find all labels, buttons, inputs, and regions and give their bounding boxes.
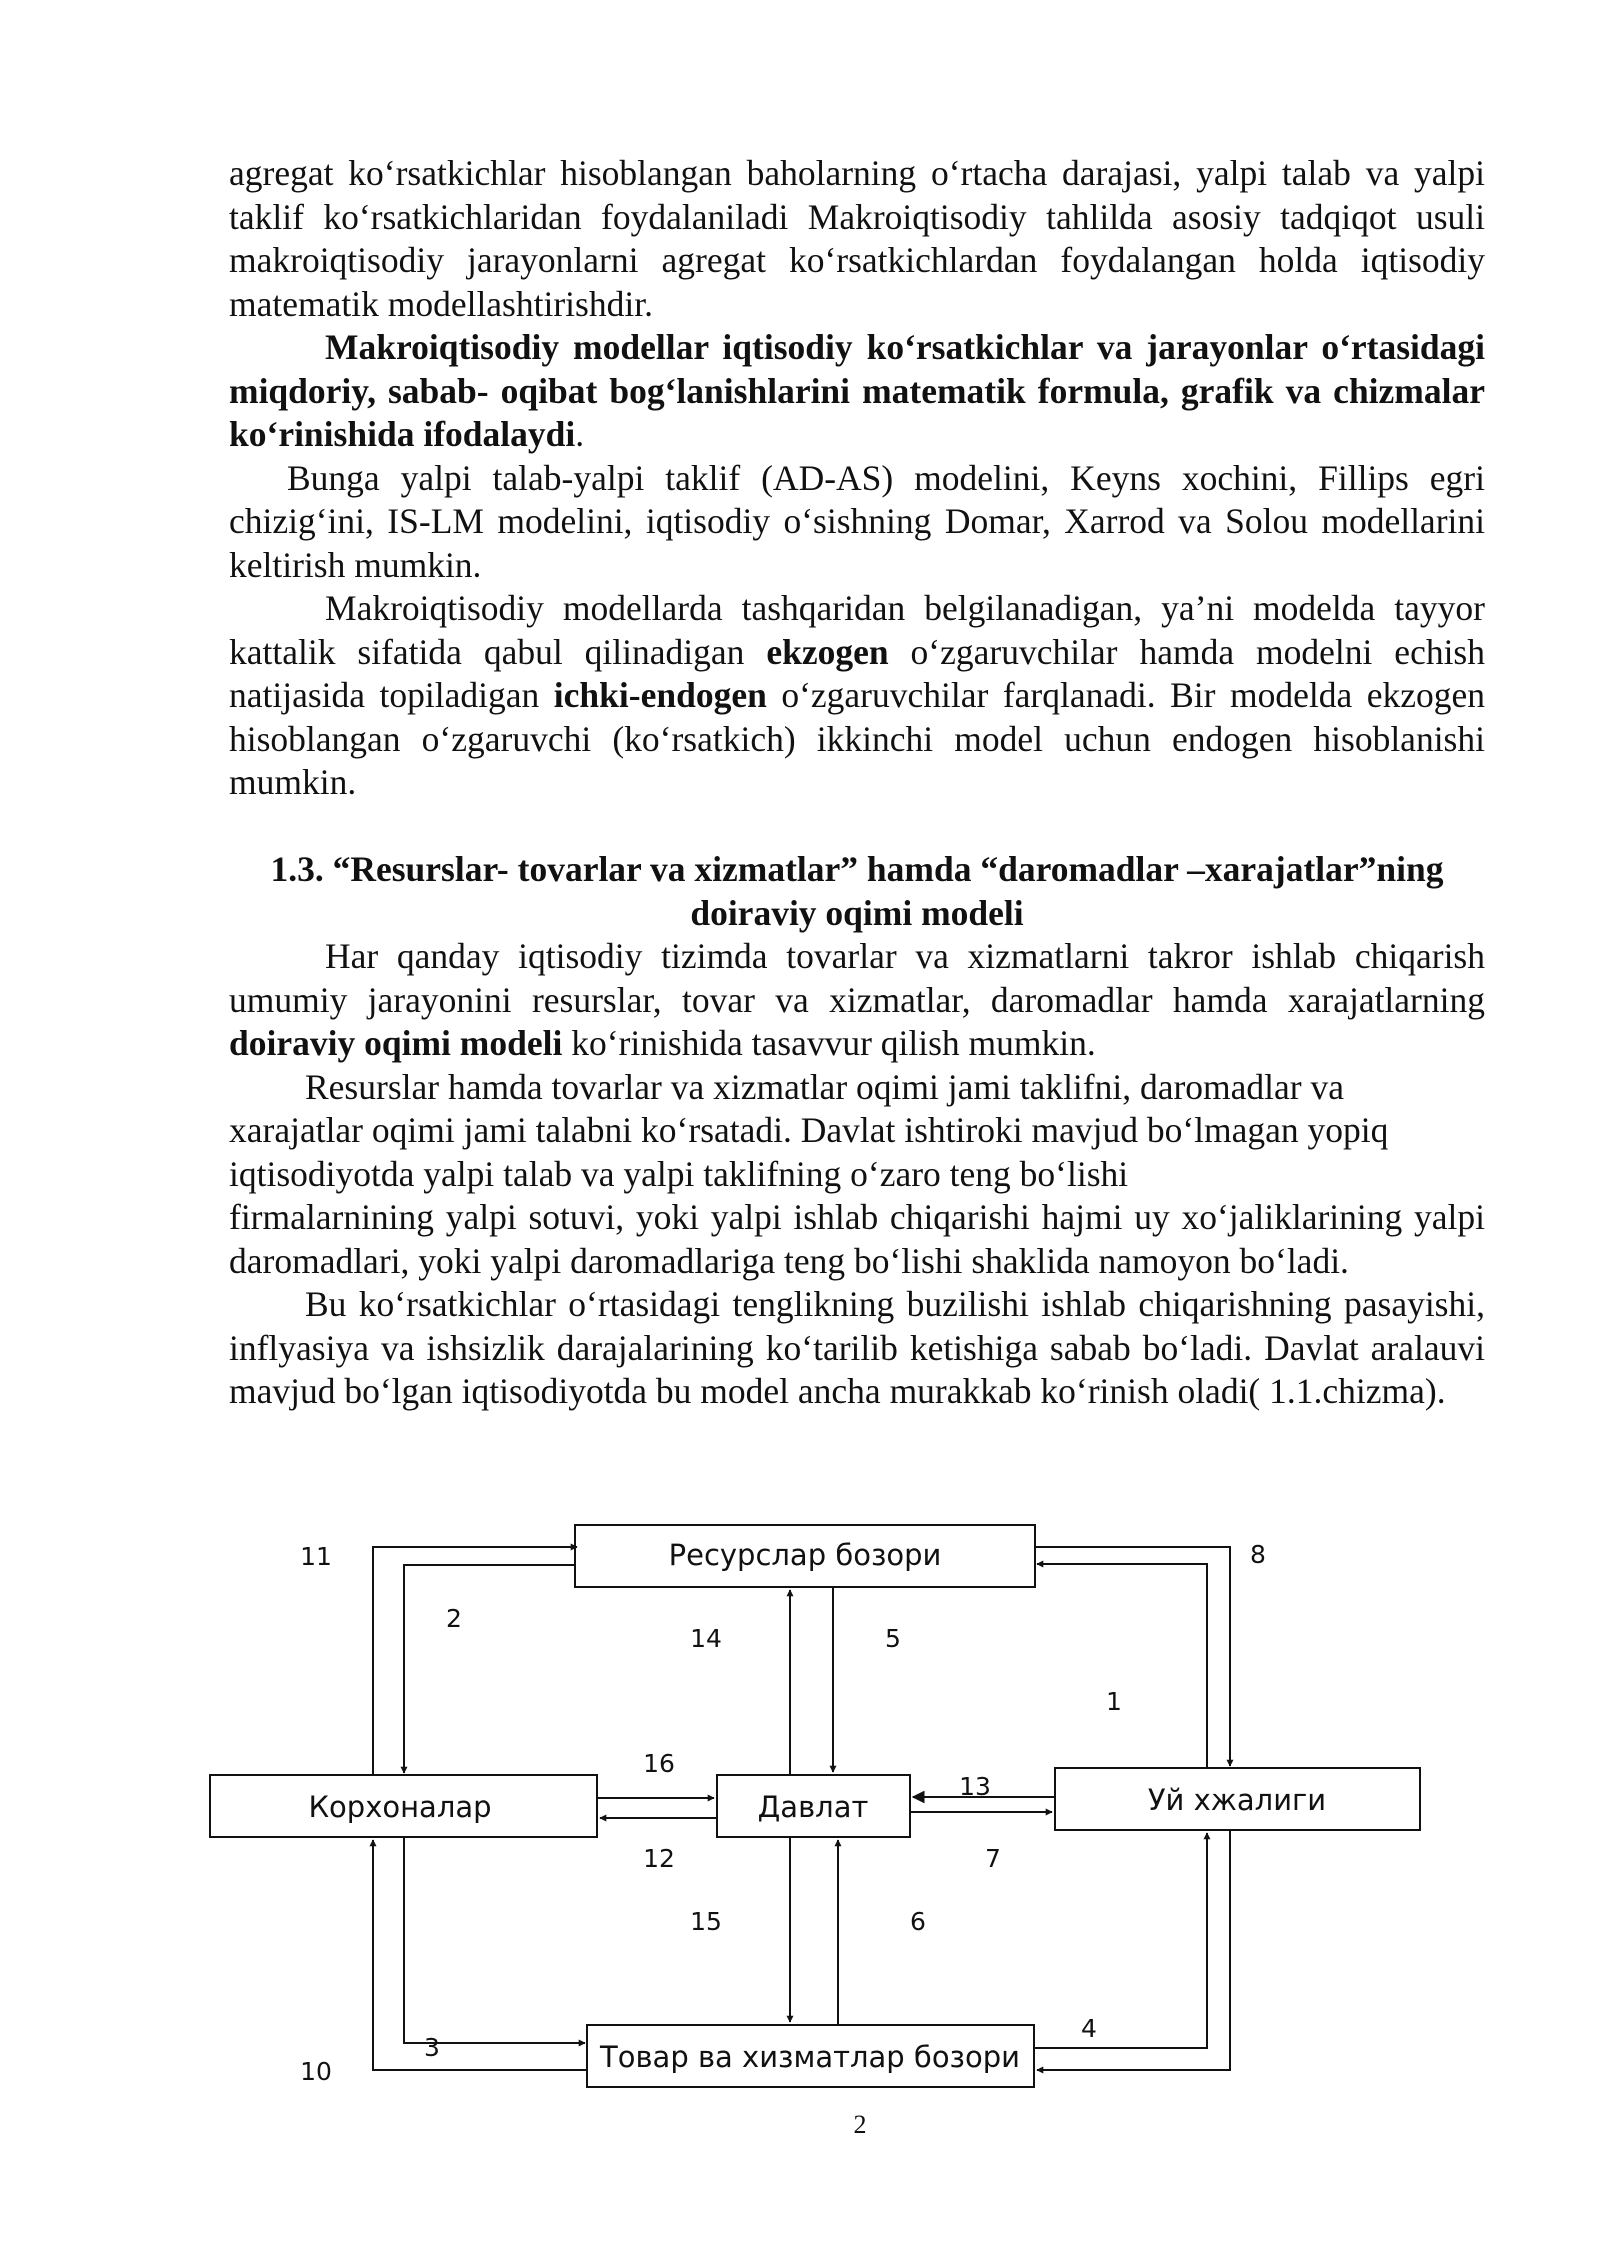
label-1: 1 <box>1106 1687 1122 1716</box>
flow-4 <box>1034 1833 1207 2048</box>
label-13: 13 <box>959 1772 991 1801</box>
flow-10 <box>373 1840 587 2070</box>
node-households-label: Уй хжалиги <box>1147 1783 1327 1817</box>
node-goods-market <box>587 2025 1034 2087</box>
label-15: 15 <box>690 1907 722 1936</box>
label-16: 16 <box>643 1749 675 1778</box>
page-number: 2 <box>853 2110 867 2139</box>
label-10: 10 <box>300 2057 332 2086</box>
label-7: 7 <box>985 1844 1001 1873</box>
label-8: 8 <box>1250 1540 1266 1569</box>
paragraph-5-part-c: ko‘rinishida tasavvur qilish mumkin. <box>562 1023 1096 1063</box>
paragraph-4-part-a: Makroiqtisodiy modellarda tashqaridan belgilanadigan, ya’ni modelda tayyor kattalik sifatida qabul qilinadigan <box>229 588 1485 672</box>
label-12: 12 <box>643 1844 675 1873</box>
node-firms <box>210 1775 597 1837</box>
flow-1 <box>1035 1547 1230 1766</box>
label-2: 2 <box>446 1604 462 1633</box>
node-government-label: Давлат <box>757 1790 869 1824</box>
node-resources-market-label: Ресурслар бозори <box>668 1538 942 1572</box>
label-5: 5 <box>885 1624 901 1653</box>
label-6: 6 <box>910 1907 926 1936</box>
paragraph-2-end: . <box>575 414 585 454</box>
node-households <box>1055 1768 1420 1830</box>
paragraph-4-part-c: o‘zgaruvchilar hamda modelni echish natijasida topiladigan <box>229 631 1485 715</box>
label-4: 4 <box>1081 2014 1097 2043</box>
section-heading: 1.3. “Resurslar- tovarlar va xizmatlar” hamda “daromadlar –xarajatlar”ning doiraviy oqimi modeli <box>270 849 1444 933</box>
paragraph-3: Bunga yalpi talab-yalpi taklif (AD-AS) modelini, Keyns xochini, Fillips egri chizig‘ini, IS-LM modelini, iqtisodiy o‘sishning Domar, Xarrod va Solou modellarini keltirish mumkin. <box>229 457 1485 585</box>
paragraph-8: Bu ko‘rsatkichlar o‘rtasidagi tenglikning buzilishi ishlab chiqarishning pasayishi, inflyasiya va ishsizlik darajalarining ko‘tarilib ketishiga sabab bo‘ladi. Davlat aralauvi mavjud bo‘lgan iqtisodiyotda bu model ancha murakkab ko‘rinish oladi( 1.1.chizma). <box>229 1284 1485 1411</box>
flow-2 <box>404 1565 575 1773</box>
paragraph-4-part-e: o‘zgaruvchilar farqlanadi. Bir modelda ekzogen hisoblangan o‘zgaruvchi (ko‘rsatkich) ikkinchi model uchun endogen hisoblanishi mumkin. <box>229 675 1485 802</box>
term-endogen: ichki-endogen <box>553 675 767 715</box>
definition-bold-text: Makroiqtisodiy modellar iqtisodiy ko‘rsatkichlar va jarayonlar o‘rtasidagi miqdoriy, sabab- oqibat bog‘lanishlarini matematik formula, grafik va chizmalar ko‘rinishida ifodalaydi <box>229 327 1485 454</box>
term-ekzogen: ekzogen <box>766 631 889 672</box>
paragraph-6: Resurslar hamda tovarlar va xizmatlar oqimi jami taklifni, daromadlar va xarajatlar oqimi jami talabni ko‘rsatadi. Davlat ishtiroki mavjud bo‘lmagan yopiq iqtisodiyotda yalpi talab va yalpi taklifning o‘zaro teng bo‘lishi <box>229 1066 1389 1194</box>
flow-8 <box>1037 1564 1207 1768</box>
flow-9 <box>1037 1830 1230 2070</box>
node-resources-market <box>575 1525 1035 1587</box>
paragraph-1: agregat ko‘rsatkichlar hisoblangan baholarning o‘rtacha darajasi, yalpi talab va yalpi taklif ko‘rsatkichlaridan foydalaniladi Makroiqtisodiy tahlilda asosiy tadqiqot usuli makroiqtisodiy jarayonlarni agregat ko‘rsatkichlardan foydalangan holda iqtisodiy matematik modellashtirishdir. <box>229 153 1485 324</box>
label-11: 11 <box>300 1542 332 1571</box>
paragraph-7: firmalarnining yalpi sotuvi, yoki yalpi ishlab chiqarishi hajmi uy xo‘jaliklarining yalpi daromadlari, yoki yalpi daromadlariga teng bo‘lishi shaklida namoyon bo‘ladi. <box>229 1197 1485 1281</box>
flow-3 <box>404 1837 585 2043</box>
paragraph-5-part-a: Har qanday iqtisodiy tizimda tovarlar va xizmatlarni takror ishlab chiqarish umumiy jarayonini resurslar, tovar va xizmatlar, daromadlar hamda xarajatlarning <box>229 936 1485 1020</box>
label-14: 14 <box>690 1624 722 1653</box>
node-goods-market-label: Товар ва хизматлар бозори <box>600 2040 1020 2074</box>
node-firms-label: Корхоналар <box>308 1790 492 1824</box>
label-3: 3 <box>424 2033 440 2062</box>
term-circular-flow: doiraviy oqimi modeli <box>229 1023 563 1063</box>
node-government <box>717 1775 910 1837</box>
